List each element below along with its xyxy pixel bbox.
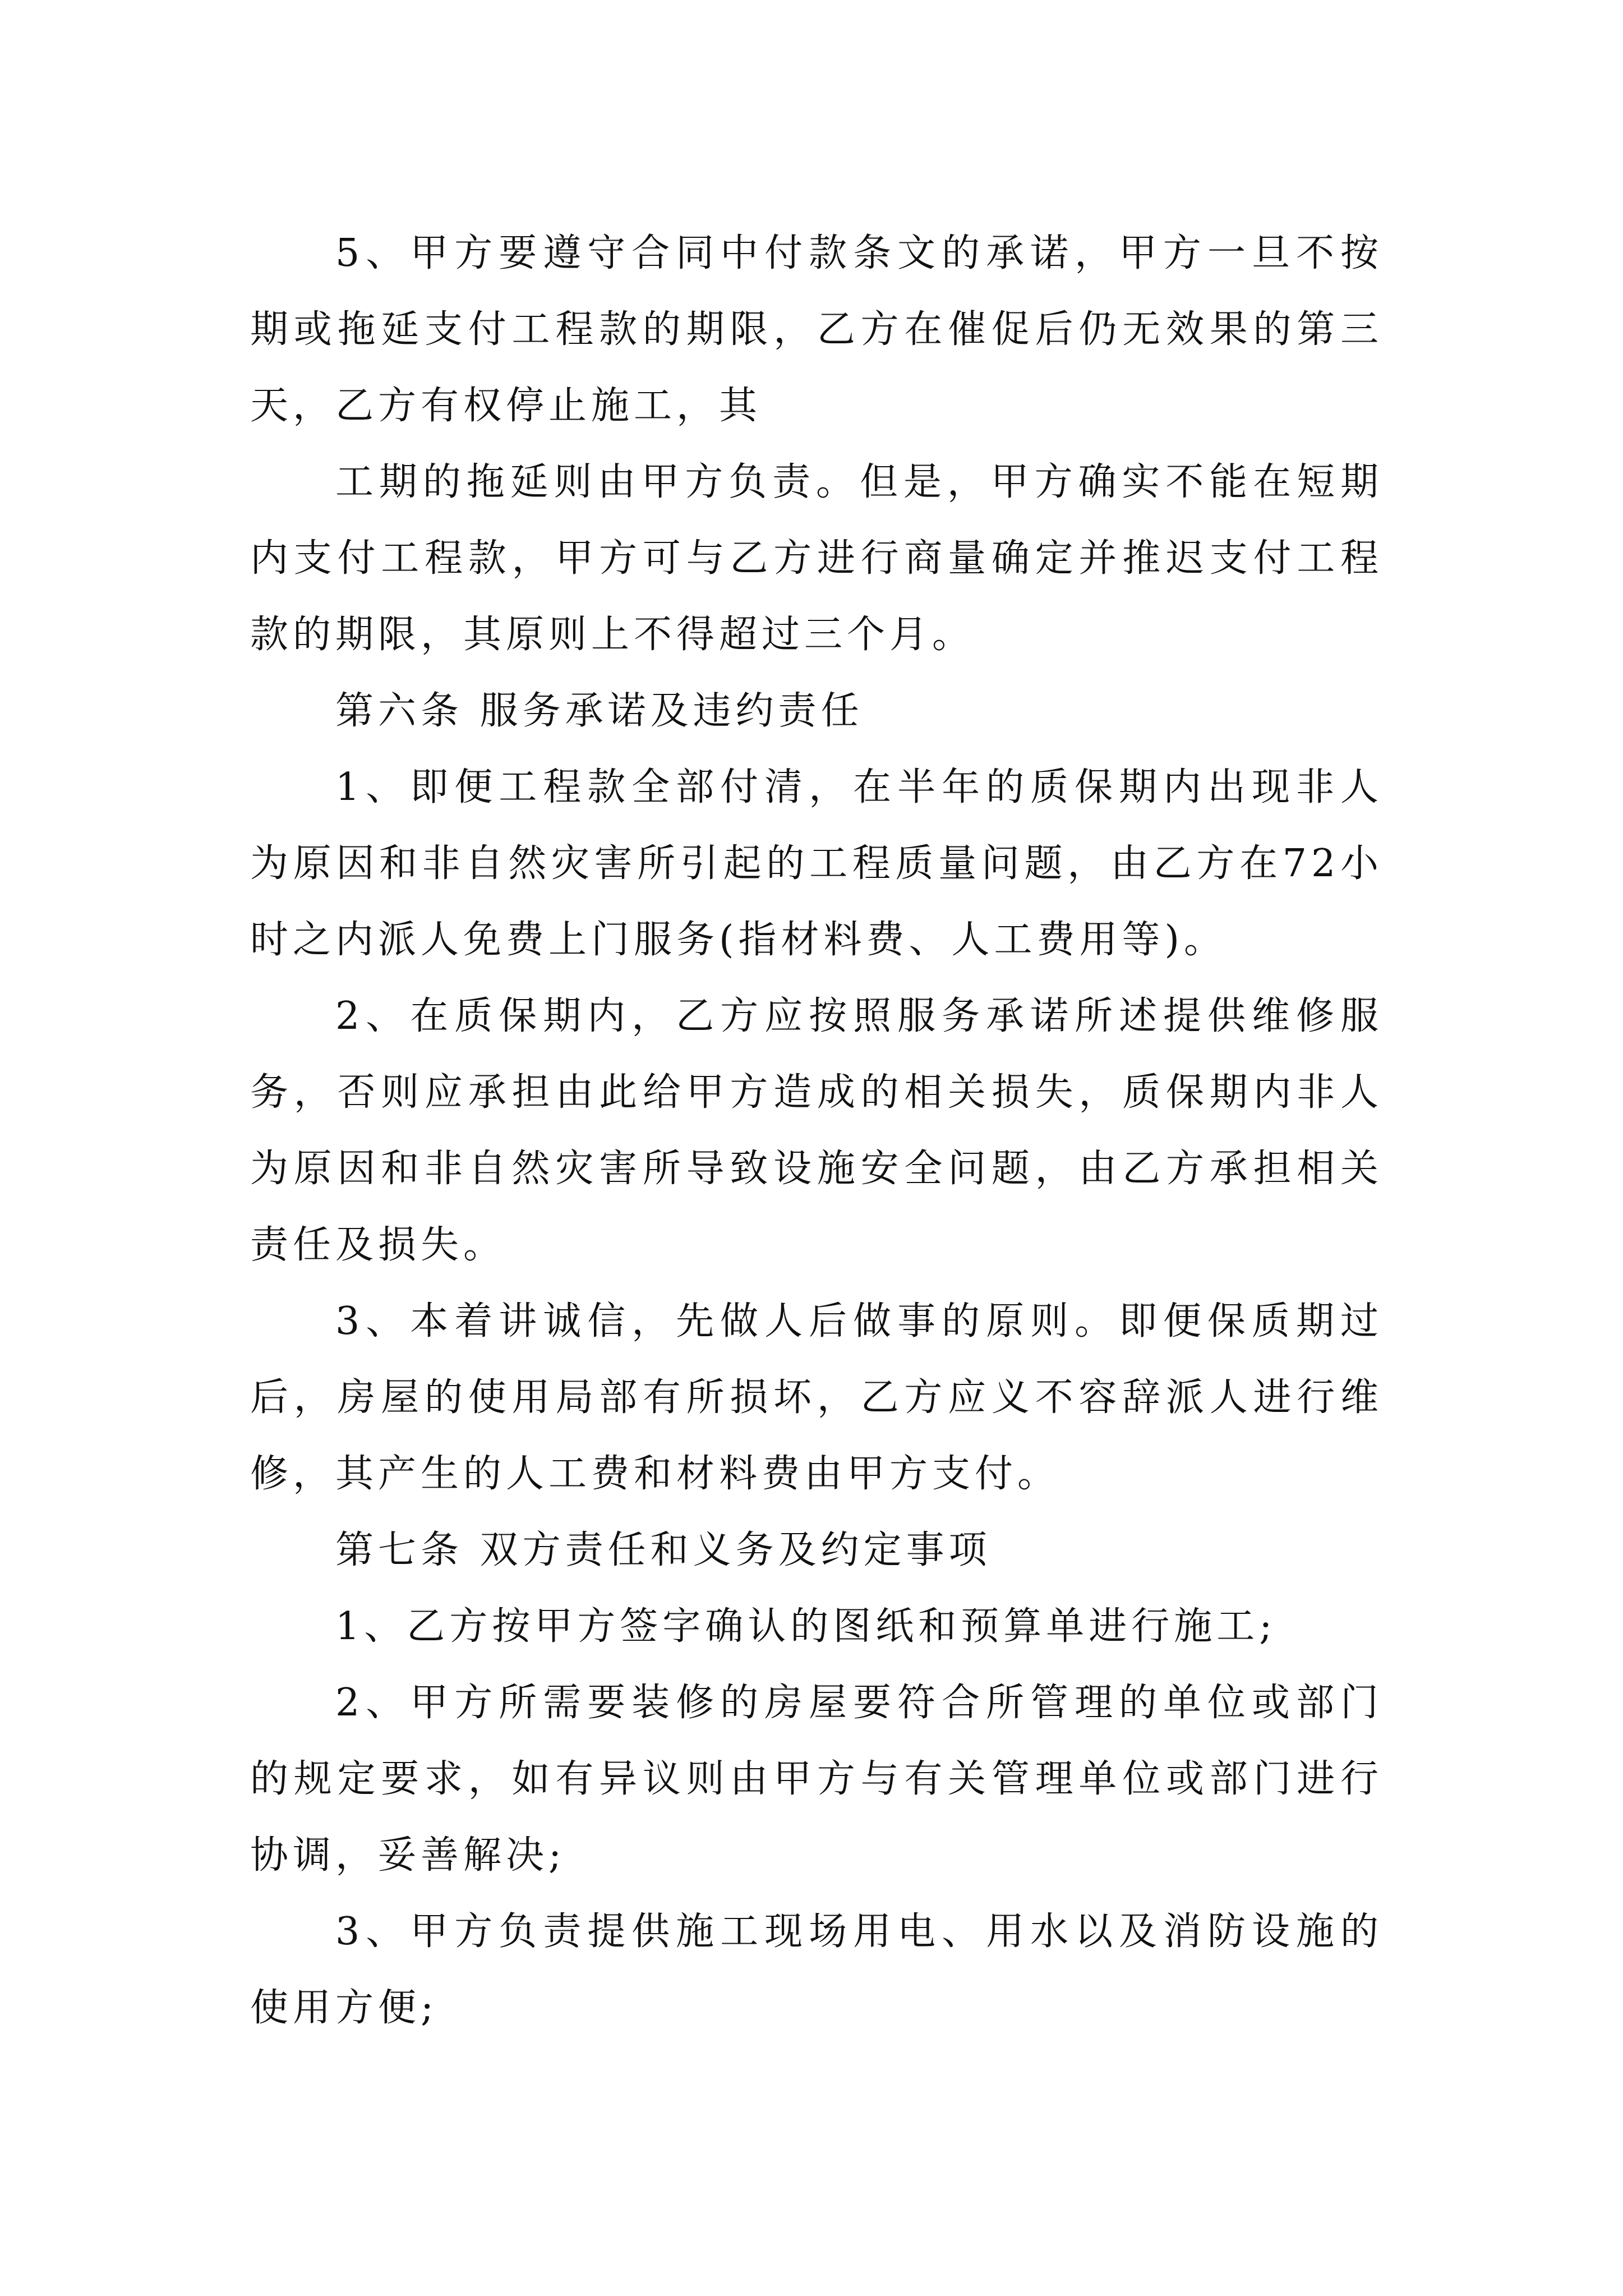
section-heading-article-7: 第七条 双方责任和义务及约定事项 bbox=[335, 1528, 992, 1572]
paragraph-construction-basis: 1、乙方按甲方签字确认的图纸和预算单进行施工; bbox=[335, 1604, 1277, 1649]
paragraph-post-warranty-repair: 3、本着讲诚信，先做人后做事的原则。即便保质期过后，房屋的使用局部有所损坏，乙方应义不容辞派人进行维修，其产生的人工费和材料费由甲方支付。 bbox=[250, 1299, 1383, 1496]
paragraph-warranty-service: 1、即便工程款全部付清，在半年的质保期内出现非人为原因和非自然灾害所引起的工程质量问题，由乙方在72小时之内派人免费上门服务(指材料费、人工费用等)。 bbox=[250, 765, 1383, 962]
paragraph-utilities-provision: 3、甲方负责提供施工现场用电、用水以及消防设施的使用方便; bbox=[250, 1910, 1383, 2030]
section-heading-article-6: 第六条 服务承诺及违约责任 bbox=[335, 689, 864, 733]
paragraph-payment-commitment: 5、甲方要遵守合同中付款条文的承诺，甲方一旦不按期或拖延支付工程款的期限，乙方在催促后仍无效果的第三天，乙方有权停止施工，其 bbox=[250, 231, 1383, 428]
paragraph-property-compliance: 2、甲方所需要装修的房屋要符合所管理的单位或部门的规定要求，如有异议则由甲方与有关管理单位或部门进行协调，妥善解决; bbox=[250, 1681, 1383, 1878]
paragraph-delay-responsibility: 工期的拖延则由甲方负责。但是，甲方确实不能在短期内支付工程款，甲方可与乙方进行商量确定并推迟支付工程款的期限，其原则上不得超过三个月。 bbox=[250, 460, 1383, 657]
paragraph-warranty-liability: 2、在质保期内，乙方应按照服务承诺所述提供维修服务，否则应承担由此给甲方造成的相关损失，质保期内非人为原因和非自然灾害所导致设施安全问题，由乙方承担相关责任及损失。 bbox=[250, 994, 1383, 1267]
document-body bbox=[250, 215, 1383, 2046]
